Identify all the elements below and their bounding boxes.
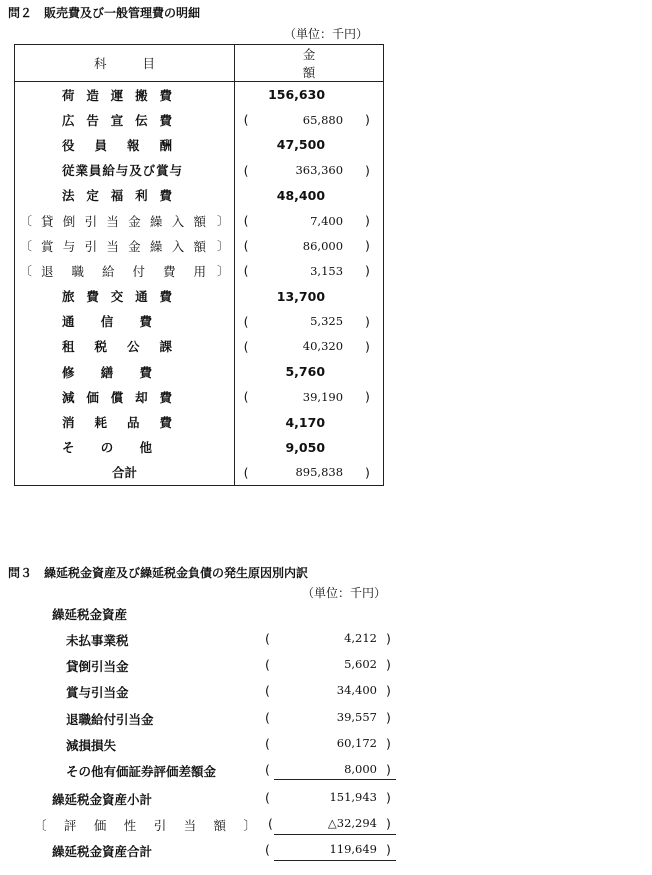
table-header-row [15, 45, 384, 82]
amount-value: 5,325 [310, 314, 344, 329]
table-row [15, 359, 384, 384]
amount-cell [235, 284, 384, 309]
table-row [15, 82, 384, 108]
deferred-tax-item: その他有価証券評価差額金 ( 8,000 ) [66, 762, 391, 779]
section-heading-label: 繰延税金資産 [52, 607, 128, 622]
amount-cell: ( 39,190 ) [243, 389, 370, 405]
amount-cell: ( 363,360 ) [243, 162, 370, 178]
table-row [15, 258, 384, 283]
expense-item-label: 租 税 公 課 [62, 339, 173, 355]
amount-cell [235, 435, 384, 460]
amount-value: 7,400 [310, 213, 344, 228]
deferred-tax-item-amount: 34,400 [336, 683, 377, 697]
expense-item-label: 広 告 宣 伝 費 [62, 112, 173, 128]
expense-item-label: 旅 費 交 通 費 [62, 289, 173, 305]
amount-value: 9,050 [285, 439, 326, 455]
total-rule [274, 834, 396, 835]
expense-item-label: 合 計 [112, 465, 138, 481]
total-row-label: 繰延税金資産合計 [52, 844, 153, 859]
expense-item-label: 減 価 償 却 費 [62, 389, 173, 405]
deferred-tax-item-label: 減損損失 [66, 738, 117, 753]
deferred-tax-item-amount: 5,602 [344, 657, 377, 671]
total-row: 繰延税金資産合計 ( 119,649 ) [52, 842, 391, 859]
allowance-row-amount: △32,294 [327, 816, 377, 830]
amount-value: 48,400 [276, 187, 326, 203]
expense-item-cell [15, 158, 235, 183]
subtotal-row-amount: 151,943 [329, 790, 377, 804]
table-row [15, 309, 384, 334]
header-item: 科目 [15, 45, 235, 82]
total-underline [274, 860, 396, 861]
amount-value: 86,000 [302, 238, 344, 253]
section-heading [0, 601, 652, 627]
table-row [15, 284, 384, 309]
amount-cell [235, 409, 384, 434]
expense-item-cell [15, 284, 235, 309]
expense-item-cell [15, 82, 235, 108]
deferred-tax-item-label: 未払事業税 [66, 633, 129, 648]
q2-title: 問２ 販売費及び一般管理費の明細 [8, 6, 201, 20]
amount-value: 65,880 [302, 112, 344, 127]
amount-cell [235, 359, 384, 384]
q3-unit: （単位：千円） [302, 586, 387, 600]
amount-value: 40,320 [302, 339, 344, 354]
deferred-tax-item-label: 貸倒引当金 [66, 659, 129, 674]
amount-value: 156,630 [268, 87, 326, 103]
amount-cell: ( 7,400 ) [243, 213, 370, 229]
amount-cell [235, 183, 384, 208]
amount-value: 3,153 [310, 263, 344, 278]
expense-item-label: 賞 与 引 当 金 繰 入 額 [41, 238, 206, 254]
amount-value: 4,170 [285, 414, 326, 430]
deferred-tax-item: 未払事業税 ( 4,212 ) [66, 631, 391, 648]
expense-item-cell [15, 384, 235, 409]
table-row [15, 208, 384, 233]
deferred-tax-item: 退職給付引当金 ( 39,557 ) [66, 710, 391, 727]
amount-cell [235, 132, 384, 157]
expense-item-label: 従 業 員 給 与 及 び 賞 与 [62, 163, 183, 179]
expense-item-label: 通 信 費 [62, 314, 153, 330]
subtotal-row-label: 繰延税金資産小計 [52, 792, 153, 807]
expense-item-cell [15, 132, 235, 157]
expense-item-cell [15, 183, 235, 208]
expense-item-label: 貸 倒 引 当 金 繰 入 額 [41, 213, 206, 229]
deferred-tax-item-label: 退職給付引当金 [66, 712, 154, 727]
expense-item-cell [15, 359, 235, 384]
expense-item-cell [15, 435, 235, 460]
table-row [15, 233, 384, 258]
expense-item-label: 法 定 福 利 費 [62, 188, 173, 204]
amount-cell: ( 3,153 ) [243, 263, 370, 279]
deferred-tax-item-amount: 8,000 [344, 762, 377, 776]
expense-item-cell: 〔 賞 与 引 当 金 繰 入 額 〕 [15, 233, 235, 258]
amount-value: 363,360 [295, 163, 344, 178]
expense-item-cell [15, 409, 235, 434]
allowance-row-label: 〔 評 価 性 引 当 額 〕 [34, 818, 256, 833]
deferred-tax-item: 減損損失 ( 60,172 ) [66, 736, 391, 753]
amount-value: 47,500 [276, 137, 326, 153]
table-row [15, 183, 384, 208]
table-row [15, 384, 384, 409]
expense-item-label: 退 職 給 付 費 用 [41, 263, 207, 279]
expense-item-label: 消 耗 品 費 [62, 415, 173, 431]
header-amount: 金額 [235, 45, 384, 82]
q3-title: 問３ 繰延税金資産及び繰延税金負債の発生原因別内訳 [8, 566, 309, 580]
q2-unit: （単位：千円） [284, 27, 369, 41]
expense-item-cell [15, 334, 235, 359]
deferred-tax-item-label: 賞与引当金 [66, 685, 129, 700]
table-row [15, 460, 384, 486]
expense-item-cell [15, 460, 235, 486]
expense-item-label: そ の 他 [62, 440, 153, 456]
expense-item-cell [15, 107, 235, 132]
amount-cell: ( 40,320 ) [243, 338, 370, 354]
table-row [15, 107, 384, 132]
table-row [15, 409, 384, 434]
amount-value: 895,838 [295, 465, 344, 480]
amount-value: 5,760 [285, 364, 326, 380]
expense-item-cell: 〔 貸 倒 引 当 金 繰 入 額 〕 [15, 208, 235, 233]
subtotal-rule [274, 779, 396, 780]
table-row [15, 435, 384, 460]
table-row [15, 334, 384, 359]
expense-item-label: 荷 造 運 搬 費 [62, 87, 173, 103]
deferred-tax-item-amount: 4,212 [344, 631, 377, 645]
amount-cell [235, 82, 384, 108]
sga-table [14, 44, 384, 486]
allowance-row: 〔 評 価 性 引 当 額 〕 ( △32,294 ) [34, 816, 391, 833]
deferred-tax-item-amount: 60,172 [336, 736, 377, 750]
amount-cell: ( 86,000 ) [243, 238, 370, 254]
deferred-tax-item-label: その他有価証券評価差額金 [66, 764, 217, 779]
amount-cell: ( 895,838 ) [243, 464, 370, 480]
table-row [15, 132, 384, 157]
table-row [15, 158, 384, 183]
amount-cell: ( 5,325 ) [243, 313, 370, 329]
deferred-tax-item: 貸倒引当金 ( 5,602 ) [66, 657, 391, 674]
subtotal-row: 繰延税金資産小計 ( 151,943 ) [52, 790, 391, 807]
expense-item-cell [15, 309, 235, 334]
expense-item-cell: 〔 退 職 給 付 費 用 〕 [15, 258, 235, 283]
amount-value: 13,700 [276, 288, 326, 304]
total-row-amount: 119,649 [329, 842, 377, 856]
amount-value: 39,190 [302, 389, 344, 404]
expense-item-label: 役 員 報 酬 [62, 137, 173, 153]
amount-cell: ( 65,880 ) [243, 112, 370, 128]
deferred-tax-item-amount: 39,557 [336, 710, 377, 724]
deferred-tax-item: 賞与引当金 ( 34,400 ) [66, 683, 391, 700]
expense-item-label: 修 繕 費 [62, 364, 153, 380]
